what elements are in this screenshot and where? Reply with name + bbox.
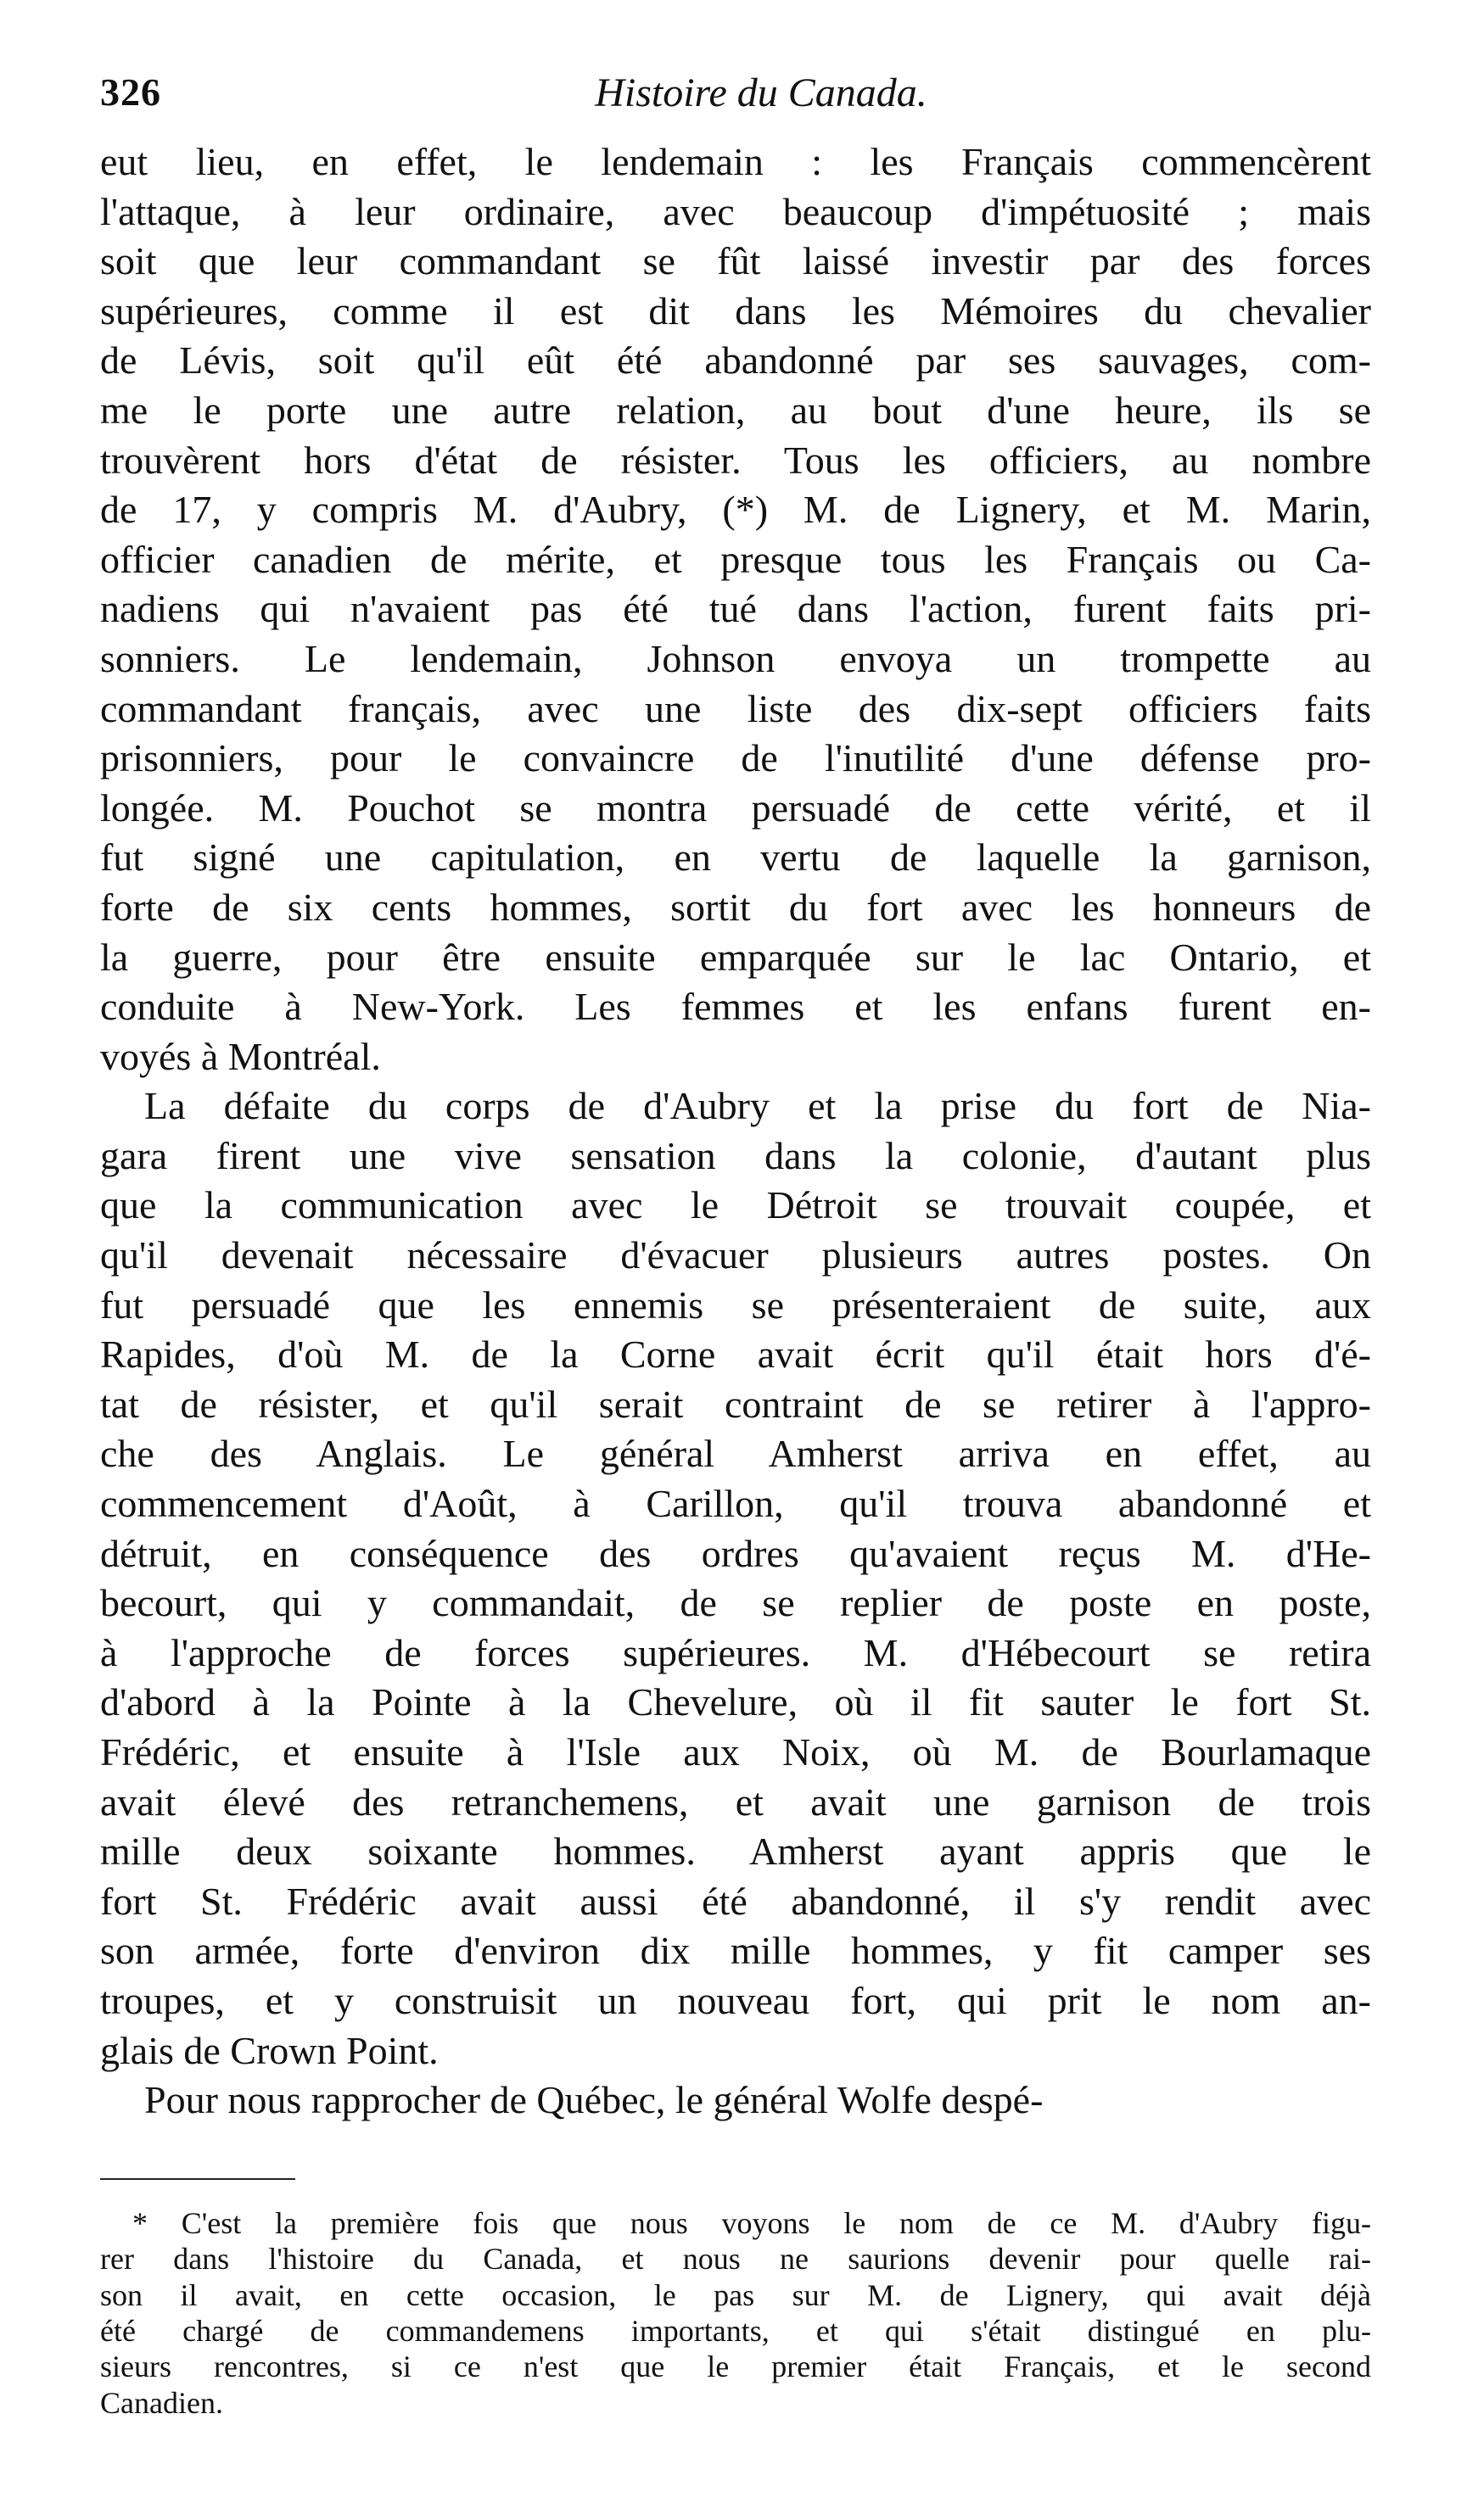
text-line: gara firent une vive sensation dans la colonie, d'autant plus (100, 1133, 1371, 1177)
text-line: me le porte une autre relation, au bout d'une heure, ils se (100, 388, 1371, 432)
text-line: commencement d'Août, à Carillon, qu'il trouva abandonné et (100, 1482, 1371, 1526)
page-number: 326 (100, 70, 161, 114)
text-line: La défaite du corps de d'Aubry et la prise du fort de Nia- (144, 1084, 1371, 1128)
text-line: longée. M. Pouchot se montra persuadé de cette vérité, et il (100, 785, 1371, 830)
footnote-line: sieurs rencontres, si ce n'est que le premier était Français, et le second (100, 2350, 1371, 2384)
text-line: Frédéric, et ensuite à l'Isle aux Noix, où M. de Bourlamaque (100, 1730, 1371, 1774)
text-line: becourt, qui y commandait, de se replier de poste en poste, (100, 1581, 1371, 1625)
text-line: fort St. Frédéric avait aussi été abandonné, il s'y rendit avec (100, 1879, 1371, 1923)
text-line: eut lieu, en effet, le lendemain : les Français commencèrent (100, 140, 1371, 183)
text-line: sonniers. Le lendemain, Johnson envoya un trompette au (100, 636, 1371, 680)
text-line: d'abord à la Pointe à la Chevelure, où il fit sauter le fort St. (100, 1680, 1371, 1724)
text-line: à l'approche de forces supérieures. M. d'Hébecourt se retira (100, 1630, 1371, 1674)
text-line: l'attaque, à leur ordinaire, avec beaucoup d'impétuosité ; mais (100, 189, 1371, 233)
text-line: voyés à Montréal. (100, 1034, 381, 1078)
text-line: forte de six cents hommes, sortit du fort avec les honneurs de (100, 885, 1371, 929)
text-line: fut persuadé que les ennemis se présenteraient de suite, aux (100, 1282, 1371, 1327)
text-line: que la communication avec le Détroit se trouvait coupée, et (100, 1183, 1371, 1227)
text-line: glais de Crown Point. (100, 2028, 439, 2072)
text-line: son armée, forte d'environ dix mille hommes, y fit camper ses (100, 1929, 1371, 1973)
text-line: conduite à New-York. Les femmes et les enfans furent en- (100, 985, 1371, 1029)
body-text (100, 137, 1371, 2126)
text-line: Pour nous rapprocher de Québec, le général Wolfe despé- (144, 2078, 1044, 2122)
text-line: supérieures, comme il est dit dans les Mémoires du chevalier (100, 288, 1371, 332)
text-line: che des Anglais. Le général Amherst arriva en effet, au (100, 1432, 1371, 1476)
text-line: nadiens qui n'avaient pas été tué dans l'action, furent faits pri- (100, 587, 1371, 631)
text-line: tat de résister, et qu'il serait contraint de se retirer à l'appro- (100, 1382, 1371, 1426)
text-line: détruit, en conséquence des ordres qu'avaient reçus M. d'He- (100, 1531, 1371, 1575)
text-line: troupes, et y construisit un nouveau fort, qui prit le nom an- (100, 1978, 1371, 2022)
text-line: Rapides, d'où M. de la Corne avait écrit qu'il était hors d'é- (100, 1333, 1371, 1377)
book-page (100, 59, 1371, 2421)
text-line: qu'il devenait nécessaire d'évacuer plusieurs autres postes. On (100, 1233, 1371, 1277)
footnote-divider (100, 2178, 295, 2180)
text-line: officier canadien de mérite, et presque tous les Français ou Ca- (100, 537, 1371, 581)
footnote-line: rer dans l'histoire du Canada, et nous ne saurions devenir pour quelle rai- (100, 2242, 1371, 2277)
text-line: fut signé une capitulation, en vertu de laquelle la garnison, (100, 835, 1371, 880)
running-title: Histoire du Canada. (595, 70, 927, 115)
footnote-line: été chargé de commandemens importants, et qui s'était distingué en plu- (100, 2313, 1371, 2348)
text-line: la guerre, pour être ensuite emparquée sur le lac Ontario, et (100, 935, 1371, 979)
text-line: de 17, y compris M. d'Aubry, (*) M. de Lignery, et M. Marin, (100, 488, 1371, 532)
text-line: avait élevé des retranchemens, et avait une garnison de trois (100, 1780, 1371, 1824)
text-line: commandant français, avec une liste des dix-sept officiers faits (100, 686, 1371, 730)
footnote-line: * C'est la première fois que nous voyons le nom de ce M. d'Aubry figu- (132, 2205, 1371, 2240)
text-line: prisonniers, pour le convaincre de l'inutilité d'une défense pro- (100, 736, 1371, 780)
footnote (100, 2205, 1371, 2421)
running-header (100, 59, 1371, 127)
text-line: trouvèrent hors d'état de résister. Tous les officiers, au nombre (100, 438, 1371, 482)
text-line: soit que leur commandant se fût laissé investir par des forces (100, 239, 1371, 283)
footnote-line: son il avait, en cette occasion, le pas sur M. de Lignery, qui avait déjà (100, 2277, 1371, 2312)
footnote-line: Canadien. (100, 2385, 223, 2420)
text-line: de Lévis, soit qu'il eût été abandonné par ses sauvages, com- (100, 338, 1371, 383)
text-line: mille deux soixante hommes. Amherst ayant appris que le (100, 1830, 1371, 1874)
